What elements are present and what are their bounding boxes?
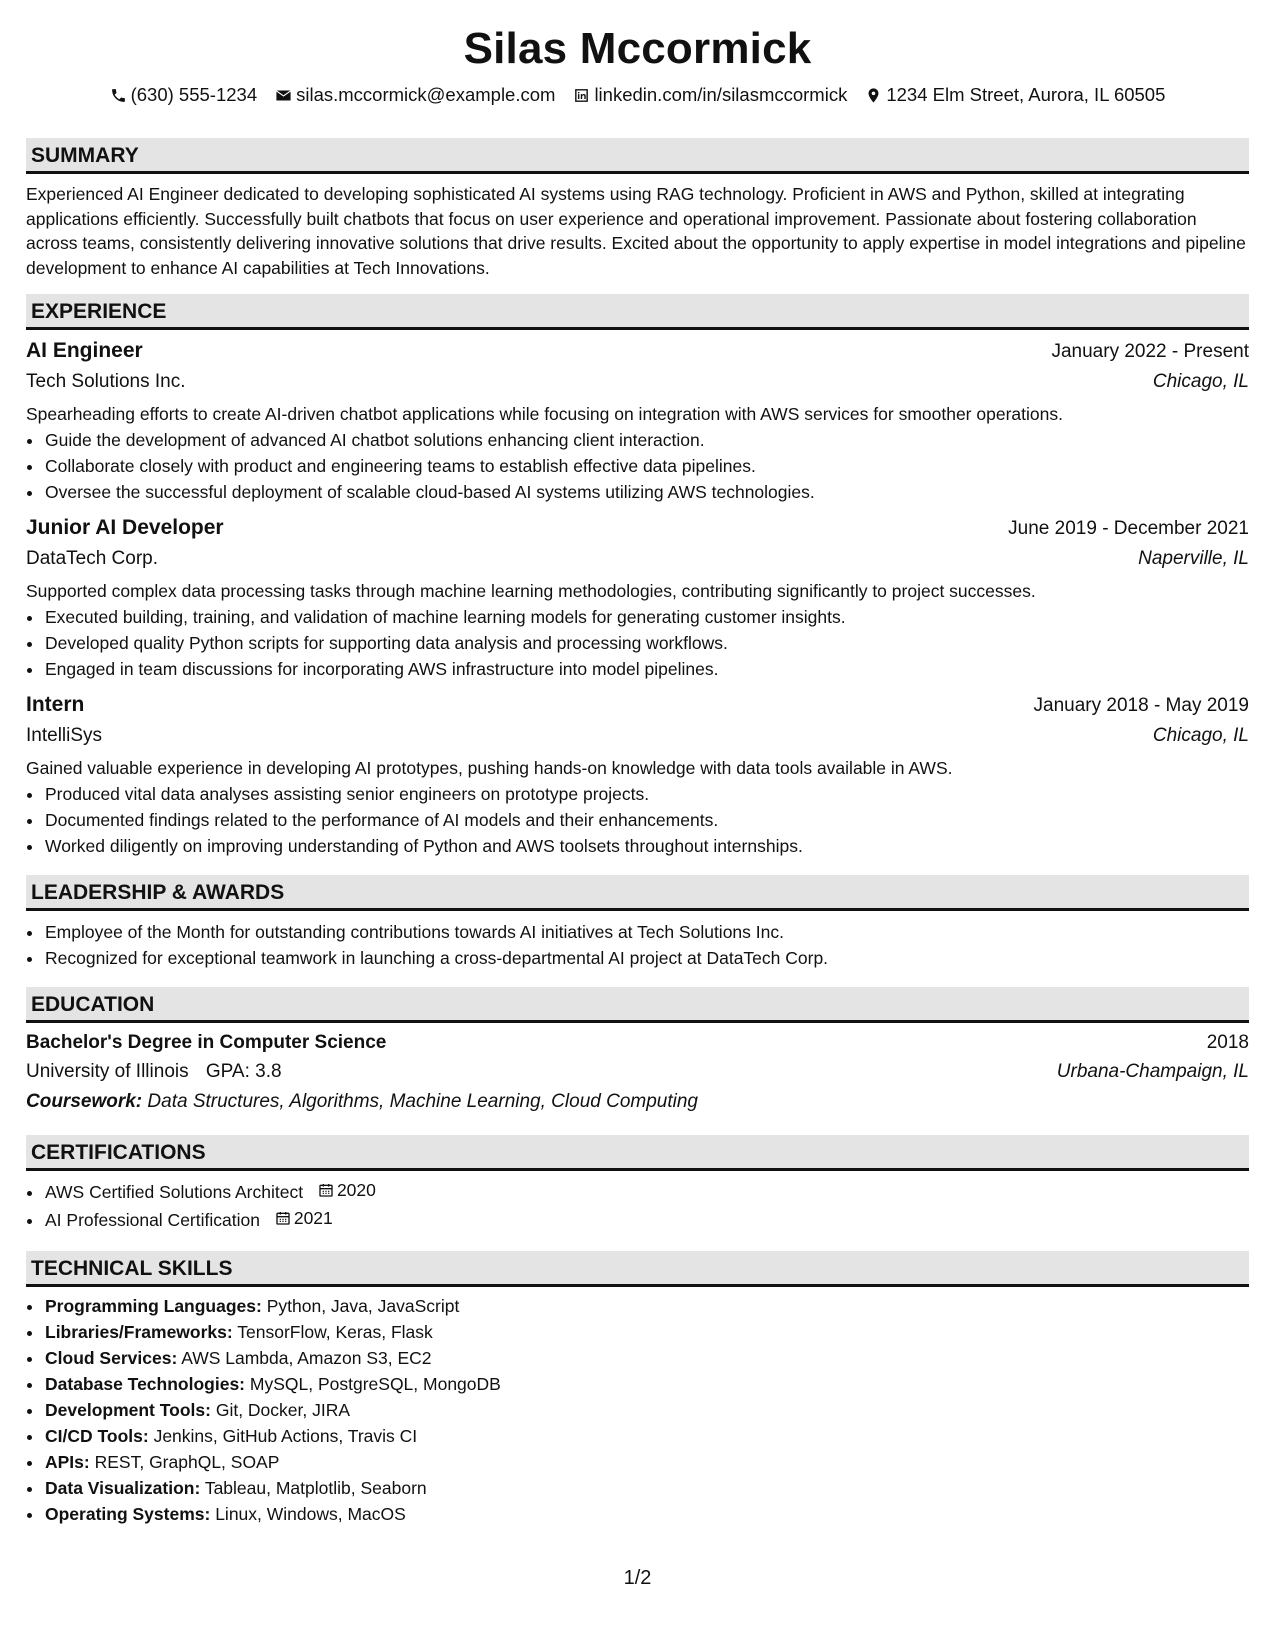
- coursework-label: Coursework:: [26, 1091, 143, 1112]
- graduation-year: 2018: [1206, 1032, 1249, 1053]
- job-bullets: [26, 604, 1249, 682]
- certifications-section: [26, 1135, 1249, 1233]
- calendar-icon: [318, 1182, 334, 1198]
- skill-value: Git, Docker, JIRA: [215, 1400, 351, 1420]
- summary-text: Experienced AI Engineer dedicated to developing sophisticated AI systems using RAG technology. Proficient in AWS and Python, skilled at integrating applications efficiently. Successfully built chatbots that focus on user experience and operational improvement. Passionate about fostering collaboration across teams, consistently delivering innovative solutions that drive results. Excited about the opportunity to apply expertise in model integrations and pipeline development to enhance AI capabilities at Tech Innovations.: [26, 184, 1246, 278]
- list-item: [44, 1397, 1249, 1423]
- contact-address: [865, 82, 1165, 108]
- list-item: • Guide the development of advanced AI chatbot solutions enhancing client interaction.: [44, 427, 1249, 453]
- job-entry: [26, 690, 1249, 859]
- list-item: • Employee of the Month for outstanding contributions towards AI initiatives at Tech Solutions Inc.: [44, 919, 1249, 945]
- cert-name: AWS Certified Solutions Architect: [45, 1182, 304, 1202]
- job-dates: June 2019 - December 2021: [1008, 518, 1249, 539]
- job-location: Chicago, IL: [1152, 371, 1249, 392]
- list-item: [44, 1177, 1249, 1205]
- linkedin-icon: [573, 87, 590, 104]
- list-item: [44, 1449, 1249, 1475]
- skill-label: CI/CD Tools:: [45, 1426, 149, 1446]
- list-item: • Oversee the successful deployment of scalable cloud-based AI systems utilizing AWS technologies.: [44, 479, 1249, 505]
- cert-year: 2020: [336, 1180, 376, 1200]
- list-item: • Engaged in team discussions for incorporating AWS infrastructure into model pipelines.: [44, 656, 1249, 682]
- skill-value: AWS Lambda, Amazon S3, EC2: [181, 1348, 432, 1368]
- school-name: University of Illinois: [26, 1061, 189, 1082]
- envelope-icon: [275, 87, 292, 104]
- gpa-text: GPA: 3.8: [205, 1061, 282, 1082]
- degree-title: Bachelor's Degree in Computer Science: [26, 1032, 387, 1053]
- contact-email[interactable]: [275, 82, 555, 108]
- section-heading-education: EDUCATION: [26, 987, 1249, 1023]
- company-name: Tech Solutions Inc.: [26, 371, 186, 392]
- list-item: • Developed quality Python scripts for supporting data analysis and processing workflows.: [44, 630, 1249, 656]
- skill-label: Database Technologies:: [45, 1374, 246, 1394]
- skill-label: APIs:: [45, 1452, 90, 1472]
- phone-text: (630) 555-1234: [130, 84, 258, 105]
- coursework: [26, 1087, 1249, 1117]
- list-item: [44, 1371, 1249, 1397]
- resume-page: [26, 0, 1249, 1527]
- list-item: • Documented findings related to the performance of AI models and their enhancements.: [44, 807, 1249, 833]
- address-text: 1234 Elm Street, Aurora, IL 60505: [886, 84, 1166, 105]
- company-name: DataTech Corp.: [26, 548, 159, 569]
- skill-value: MySQL, PostgreSQL, MongoDB: [249, 1374, 501, 1394]
- company-name: IntelliSys: [26, 725, 103, 746]
- list-item: [44, 1293, 1249, 1319]
- list-item: • Executed building, training, and validation of machine learning models for generating customer insights.: [44, 604, 1249, 630]
- list-item: [44, 1319, 1249, 1345]
- job-description: Supported complex data processing tasks through machine learning methodologies, contributing significantly to project successes.: [26, 581, 1036, 601]
- skill-value: Python, Java, JavaScript: [266, 1296, 460, 1316]
- list-item: • Worked diligently on improving understanding of Python and AWS toolsets throughout internships.: [44, 833, 1249, 859]
- job-entry: [26, 513, 1249, 682]
- skill-label: Programming Languages:: [45, 1296, 262, 1316]
- list-item: [44, 1345, 1249, 1371]
- job-description: Gained valuable experience in developing AI prototypes, pushing hands-on knowledge with data tools available in AWS.: [26, 758, 953, 778]
- contact-phone: [110, 82, 258, 108]
- list-item: [44, 1205, 1249, 1233]
- section-heading-experience: EXPERIENCE: [26, 294, 1249, 330]
- list-item: [44, 1475, 1249, 1501]
- skills-section: [26, 1251, 1249, 1527]
- job-bullets: [26, 427, 1249, 505]
- calendar-icon: [275, 1210, 291, 1226]
- skill-value: Jenkins, GitHub Actions, Travis CI: [153, 1426, 418, 1446]
- linkedin-link[interactable]: linkedin.com/in/silasmccormick: [594, 84, 848, 105]
- skill-value: TensorFlow, Keras, Flask: [237, 1322, 433, 1342]
- list-item: • Produced vital data analyses assisting senior engineers on prototype projects.: [44, 781, 1249, 807]
- list-item: • Collaborate closely with product and engineering teams to establish effective data pipelines.: [44, 453, 1249, 479]
- job-title: Junior AI Developer: [26, 516, 224, 539]
- email-link[interactable]: silas.mccormick@example.com: [296, 84, 556, 105]
- skill-value: REST, GraphQL, SOAP: [94, 1452, 280, 1472]
- coursework-list: Data Structures, Algorithms, Machine Learning, Cloud Computing: [147, 1091, 698, 1112]
- skill-label: Operating Systems:: [45, 1504, 211, 1524]
- summary-section: [26, 138, 1249, 280]
- job-dates: January 2018 - May 2019: [1033, 695, 1249, 716]
- school-location: Urbana-Champaign, IL: [1056, 1061, 1249, 1082]
- section-heading-skills: TECHNICAL SKILLS: [26, 1251, 1249, 1287]
- skill-value: Linux, Windows, MacOS: [215, 1504, 406, 1524]
- certifications-list: [26, 1177, 1249, 1233]
- list-item: [44, 1501, 1249, 1527]
- job-title: AI Engineer: [26, 339, 143, 362]
- phone-icon: [110, 87, 127, 104]
- job-location: Chicago, IL: [1152, 725, 1249, 746]
- skill-label: Cloud Services:: [45, 1348, 178, 1368]
- job-entry: [26, 336, 1249, 505]
- leadership-section: [26, 875, 1249, 971]
- cert-name: AI Professional Certification: [45, 1210, 260, 1230]
- job-title: Intern: [26, 693, 85, 716]
- page-number: 1/2: [623, 1567, 652, 1589]
- job-bullets: [26, 781, 1249, 859]
- map-pin-icon: [865, 87, 882, 104]
- experience-section: [26, 294, 1249, 859]
- skill-label: Data Visualization:: [45, 1478, 201, 1498]
- candidate-name: Silas Mccormick: [463, 24, 812, 73]
- list-item: [44, 1423, 1249, 1449]
- skill-label: Libraries/Frameworks:: [45, 1322, 233, 1342]
- skill-label: Development Tools:: [45, 1400, 211, 1420]
- contact-linkedin[interactable]: [573, 82, 847, 108]
- cert-year: 2021: [293, 1208, 333, 1228]
- leadership-list: [26, 919, 1249, 971]
- job-location: Naperville, IL: [1138, 548, 1249, 569]
- skills-list: [26, 1293, 1249, 1527]
- list-item: • Recognized for exceptional teamwork in launching a cross-departmental AI project at DataTech Corp.: [44, 945, 1249, 971]
- education-section: [26, 987, 1249, 1117]
- section-heading-summary: SUMMARY: [26, 138, 1249, 174]
- skill-value: Tableau, Matplotlib, Seaborn: [204, 1478, 427, 1498]
- section-heading-certifications: CERTIFICATIONS: [26, 1135, 1249, 1171]
- job-description: Spearheading efforts to create AI-driven chatbot applications while focusing on integration with AWS services for smoother operations.: [26, 404, 1063, 424]
- section-heading-leadership: LEADERSHIP & AWARDS: [26, 875, 1249, 911]
- job-dates: January 2022 - Present: [1051, 341, 1249, 362]
- contact-bar: [26, 82, 1249, 108]
